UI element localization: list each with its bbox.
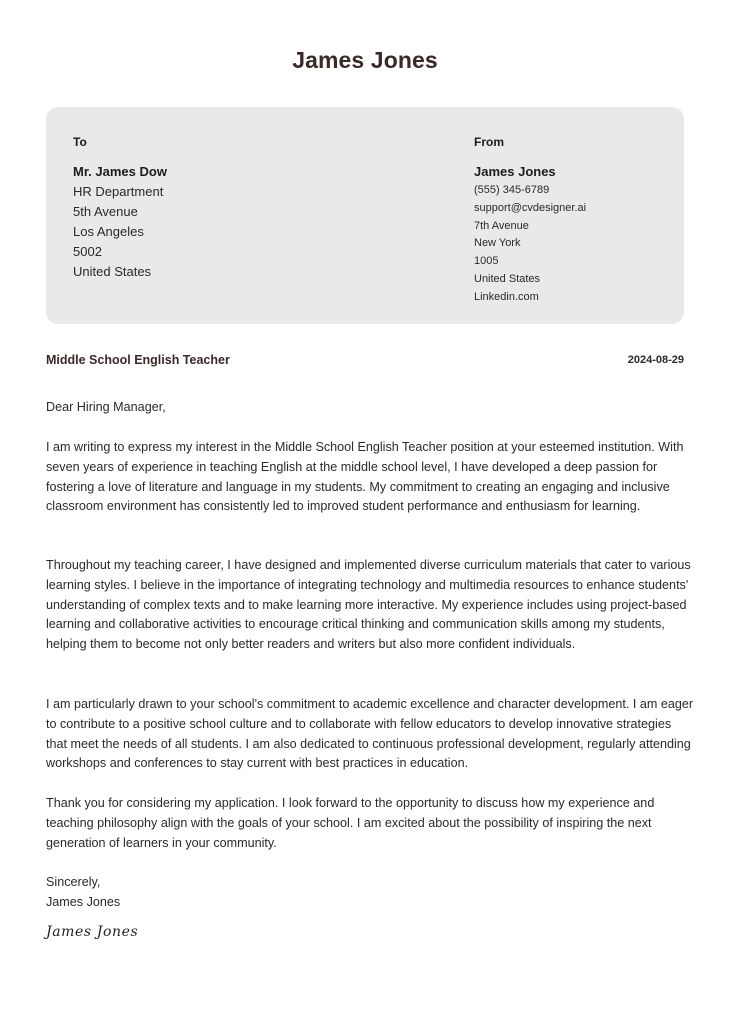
paragraph-3: I am particularly drawn to your school's commitment to academic excellence and character development. I am eager to contribute to a positive school culture and to collaborate with fellow educators to develop innovative strategies that meet the needs of all students. I am also dedicated to continuous professional development, regularly attending workshops and conferences to stay current with best practices in education. [46, 697, 694, 771]
sender-zip: 1005 [474, 255, 499, 268]
recipient-name: Mr. James Dow [73, 164, 167, 179]
paragraph-1: I am writing to express my interest in the Middle School English Teacher position at your esteemed institution. With seven years of experience in teaching English at the middle school level, I have developed a deep passion for fostering a love of literature and language in my students. My commitment to creating an engaging and inclusive classroom environment has consistently led to improved student performance and enthusiasm for learning. [46, 440, 684, 514]
sender-city: New York [474, 237, 521, 250]
sender-street: 7th Avenue [474, 219, 529, 232]
job-title: Middle School English Teacher [46, 353, 230, 367]
sender-details [474, 182, 586, 307]
paragraph-2: Throughout my teaching career, I have designed and implemented diverse curriculum materials that cater to various learning styles. I believe in the importance of integrating technology and multimedia resources to enhance students' understanding of complex texts and to make learning more interactive. My experience includes using project-based learning and collaborative activities to encourage critical thinking and communication skills among my students, helping them to become not only better readers and writers but also more confident individuals. [46, 558, 691, 652]
recipient-column [73, 135, 167, 282]
recipient-department: HR Department [73, 184, 164, 199]
sender-name: James Jones [474, 164, 556, 179]
recipient-address [73, 182, 167, 282]
handwritten-signature: James Jones [46, 924, 139, 940]
recipient-heading: To [73, 135, 87, 149]
sender-column [474, 135, 586, 307]
sender-heading: From [474, 135, 504, 149]
paragraph-4: Thank you for considering my application. I look forward to the opportunity to discuss how my experience and teaching philosophy align with the goals of your school. I am excited about the possibility of inspiring the next generation of learners in your community. [46, 796, 655, 850]
sender-linkedin: Linkedin.com [474, 290, 539, 303]
closing-name: James Jones [46, 895, 121, 909]
recipient-city: Los Angeles [73, 224, 144, 239]
letter-date: 2024-08-29 [627, 354, 684, 366]
recipient-street: 5th Avenue [73, 204, 138, 219]
address-block [46, 107, 684, 324]
sender-phone: (555) 345-6789 [474, 184, 550, 196]
recipient-country: United States [73, 264, 152, 279]
recipient-zip: 5002 [73, 244, 102, 259]
closing: Sincerely, [46, 875, 101, 889]
sender-email: support@cvdesigner.ai [474, 201, 587, 214]
applicant-name-title: James Jones [292, 47, 438, 73]
sender-country: United States [474, 272, 541, 285]
salutation: Dear Hiring Manager, [46, 400, 166, 414]
